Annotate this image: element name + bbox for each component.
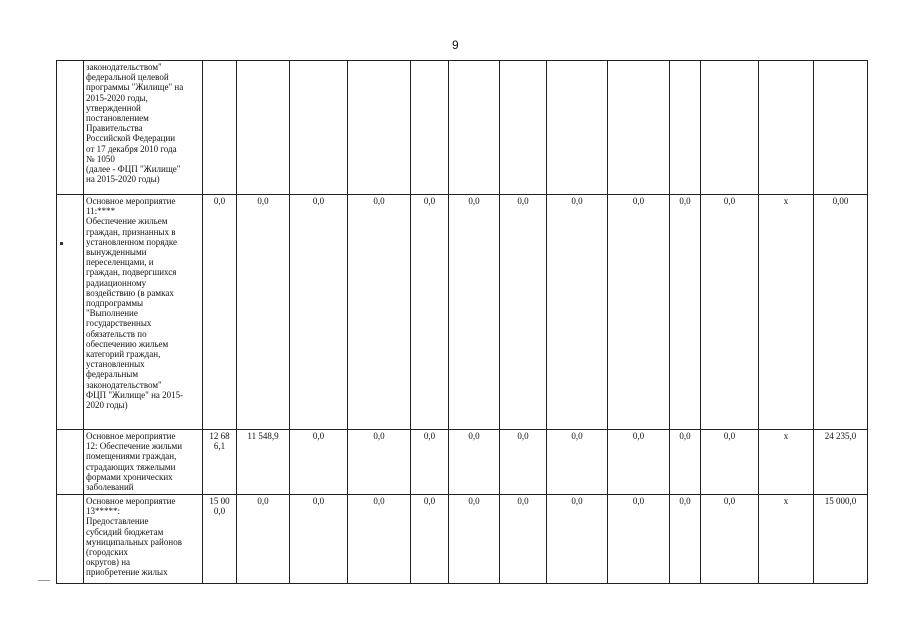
value-cell: 0,0 bbox=[670, 430, 701, 495]
value-cell bbox=[290, 61, 348, 195]
value-cell: 0,0 bbox=[237, 495, 290, 584]
value-cell: 0,0 bbox=[608, 430, 670, 495]
margin-mark bbox=[60, 242, 63, 245]
value-cell bbox=[411, 61, 449, 195]
value-cell bbox=[500, 61, 547, 195]
value-cell bbox=[814, 61, 868, 195]
value-cell bbox=[203, 430, 237, 495]
value-cell: 15 000,0 bbox=[814, 495, 868, 584]
value-cell: 0,0 bbox=[500, 195, 547, 430]
value-cell: 0,0 bbox=[670, 495, 701, 584]
value-cell: 0,0 bbox=[348, 430, 411, 495]
value-cell: x bbox=[759, 195, 814, 430]
measure-description: Основное мероприятие 13*****: Предоставление субсидий бюджетам муниципальных районов (городских округов) на приобретение жилых bbox=[86, 496, 182, 578]
value-cell: 11 548,9 bbox=[237, 430, 290, 495]
value-fragment: 12 68 bbox=[209, 431, 230, 441]
value-cell bbox=[203, 61, 237, 195]
measure-description: Основное мероприятие 12: Обеспечение жильми помещениями граждан, страдающих тяжелыми формами хронических заболеваний bbox=[86, 431, 183, 493]
value-cell bbox=[449, 61, 500, 195]
table-row bbox=[57, 495, 868, 584]
value-cell bbox=[348, 61, 411, 195]
value-cell: 0,0 bbox=[547, 495, 608, 584]
value-cell: 0,0 bbox=[348, 495, 411, 584]
value-cell: 0,0 bbox=[411, 430, 449, 495]
value-cell: 0,0 bbox=[449, 430, 500, 495]
value-cell: 0,0 bbox=[348, 195, 411, 430]
value-cell: 0,00 bbox=[814, 195, 868, 430]
measure-description-cell bbox=[84, 195, 203, 430]
row-number-cell bbox=[57, 195, 84, 430]
value-fragment: 6,1 bbox=[213, 441, 226, 452]
value-cell bbox=[759, 61, 814, 195]
value-cell bbox=[608, 61, 670, 195]
value-cell bbox=[237, 61, 290, 195]
row-number-cell bbox=[57, 61, 84, 195]
funding-table bbox=[56, 60, 868, 584]
value-cell: 0,0 bbox=[411, 495, 449, 584]
margin-dash bbox=[38, 580, 50, 581]
value-cell: 0,0 bbox=[500, 495, 547, 584]
measure-description-cell bbox=[84, 430, 203, 495]
value-cell: 0,0 bbox=[701, 495, 759, 584]
value-cell: 0,0 bbox=[203, 195, 237, 430]
value-cell: 24 235,0 bbox=[814, 430, 868, 495]
value-cell: 0,0 bbox=[701, 430, 759, 495]
value-cell: 0,0 bbox=[608, 495, 670, 584]
value-cell: 0,0 bbox=[290, 495, 348, 584]
value-cell: 0,0 bbox=[411, 195, 449, 430]
value-cell: x bbox=[759, 495, 814, 584]
measure-description: законодательством" федеральной целевой программы "Жилище" на 2015-2020 годы, утвержденной постановлением Правительства Российской Федерации от 17 декабря 2010 года № 1050 (далее - ФЦП "Жилище" на 2015-2020 годы) bbox=[86, 62, 184, 185]
row-number-cell bbox=[57, 495, 84, 584]
value-cell: 0,0 bbox=[547, 430, 608, 495]
value-cell bbox=[203, 495, 237, 584]
table-row bbox=[57, 430, 868, 495]
value-fragment: 0,0 bbox=[213, 506, 226, 517]
row-number-cell bbox=[57, 430, 84, 495]
value-cell: 0,0 bbox=[500, 430, 547, 495]
value-cell: 0,0 bbox=[608, 195, 670, 430]
value-cell: 0,0 bbox=[670, 195, 701, 430]
value-cell bbox=[670, 61, 701, 195]
value-cell bbox=[547, 61, 608, 195]
value-cell: 0,0 bbox=[237, 195, 290, 430]
table-row bbox=[57, 61, 868, 195]
value-cell: x bbox=[759, 430, 814, 495]
value-cell: 0,0 bbox=[701, 195, 759, 430]
measure-description-cell bbox=[84, 61, 203, 195]
value-cell: 0,0 bbox=[547, 195, 608, 430]
value-cell bbox=[701, 61, 759, 195]
measure-description: Основное мероприятие 11:**** Обеспечение жильем граждан, признанных в установленном порядке вынужденными переселенцами, и граждан, подвергшихся радиационному воздействию (в рамках подпрограммы "Выполнение государственных обязательств по обеспечению жильем категорий граждан, установленных федеральным законодательством" ФЦП "Жилище" на 2015- 2020 годы) bbox=[86, 196, 184, 411]
table-row bbox=[57, 195, 868, 430]
value-cell: 0,0 bbox=[290, 195, 348, 430]
page-number: 9 bbox=[452, 38, 459, 52]
value-cell: 0,0 bbox=[290, 430, 348, 495]
value-fragment: 15 00 bbox=[209, 496, 230, 506]
value-cell: 0,0 bbox=[449, 195, 500, 430]
measure-description-cell bbox=[84, 495, 203, 584]
value-cell: 0,0 bbox=[449, 495, 500, 584]
